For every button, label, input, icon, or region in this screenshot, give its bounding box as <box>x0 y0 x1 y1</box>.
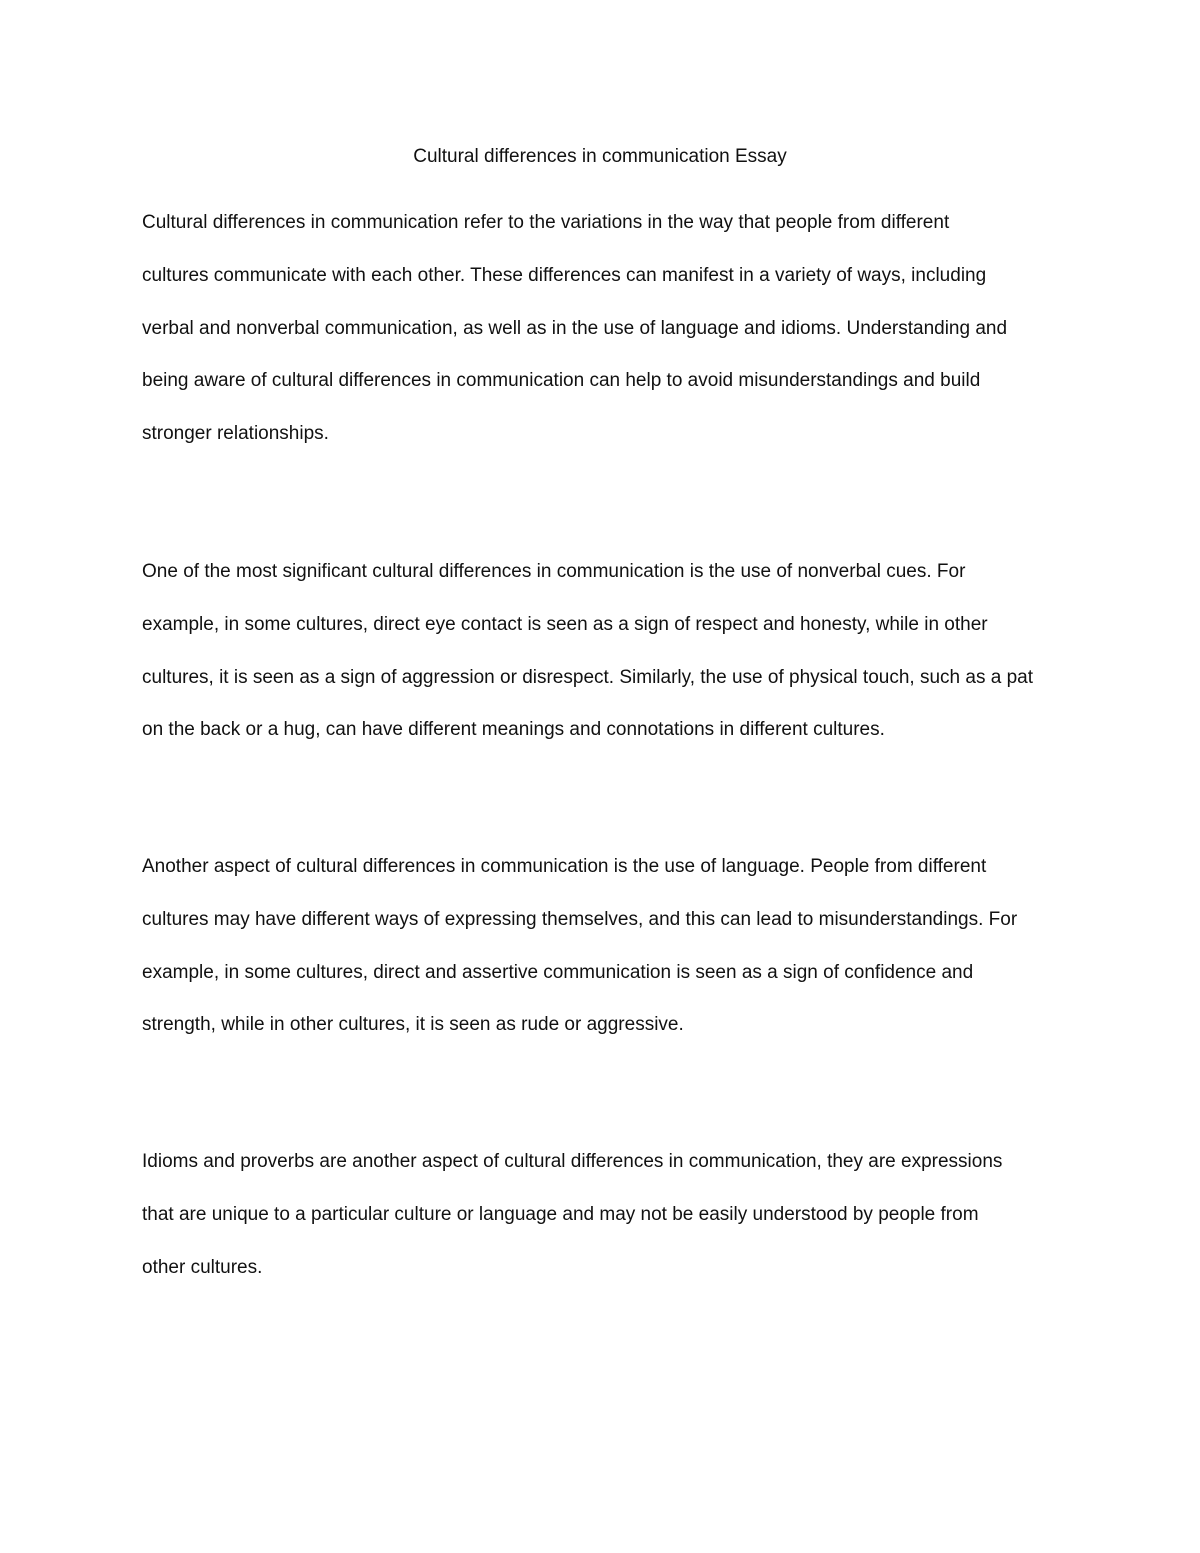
paragraph-3 <box>142 852 1062 1063</box>
text-line: example, in some cultures, direct eye contact is seen as a sign of respect and honesty, while in other <box>142 613 988 635</box>
paragraph-2 <box>142 557 1062 768</box>
text-line: stronger relationships. <box>142 423 329 445</box>
paragraph-4 <box>142 1147 1062 1305</box>
text-line: example, in some cultures, direct and assertive communication is seen as a sign of confidence and <box>142 961 974 983</box>
text-line: cultures may have different ways of expressing themselves, and this can lead to misunderstandings. For <box>142 908 1018 930</box>
text-line: that are unique to a particular culture or language and may not be easily understood by people from <box>142 1203 979 1225</box>
text-line: verbal and nonverbal communication, as well as in the use of language and idioms. Understanding and <box>142 317 1008 339</box>
text-line: being aware of cultural differences in communication can help to avoid misunderstandings and build <box>142 370 981 392</box>
text-line: Another aspect of cultural differences in communication is the use of language. People from different <box>142 856 987 877</box>
text-line: cultures communicate with each other. These differences can manifest in a variety of ways, including <box>142 264 987 286</box>
text-line: other cultures. <box>142 1256 263 1278</box>
text-line: on the back or a hug, can have different meanings and connotations in different cultures. <box>142 719 885 741</box>
paragraph-1 <box>142 208 1062 472</box>
document-title: Cultural differences in communication Essay <box>413 146 787 167</box>
text-line: Idioms and proverbs are another aspect of cultural differences in communication, they are expressions <box>142 1151 1003 1172</box>
text-line: One of the most significant cultural differences in communication is the use of nonverbal cues. For <box>142 561 966 582</box>
text-line: cultures, it is seen as a sign of aggression or disrespect. Similarly, the use of physical touch, such as a pat <box>142 666 1033 688</box>
text-line: strength, while in other cultures, it is seen as rude or aggressive. <box>142 1014 684 1036</box>
text-line: Cultural differences in communication refer to the variations in the way that people from different <box>142 212 950 233</box>
